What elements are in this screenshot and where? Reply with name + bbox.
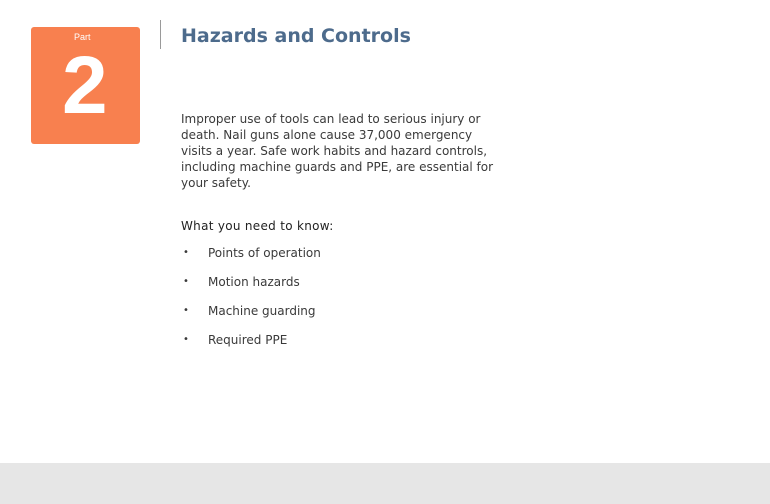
list-item-text: Points of operation [208,246,321,260]
page-title: Hazards and Controls [181,25,411,47]
footer-band [0,463,770,504]
bullet-icon: • [183,334,189,345]
list-item-text: Required PPE [208,333,288,347]
part-badge [31,27,140,144]
title-divider [160,20,161,49]
intro-paragraph: Improper use of tools can lead to serious injury or death. Nail guns alone cause 37,000 emergency visits a year. Safe work habits and hazard controls, including machine guards and PPE, are essential for your safety. [181,112,494,190]
bullet-icon: • [183,305,189,316]
need-to-know-heading: What you need to know: [181,219,334,233]
part-label: Part [74,32,91,42]
part-number: 2 [62,40,108,131]
bullet-icon: • [183,276,189,287]
list-item-text: Motion hazards [208,275,300,289]
list-item-text: Machine guarding [208,304,316,318]
bullet-icon: • [183,247,189,258]
